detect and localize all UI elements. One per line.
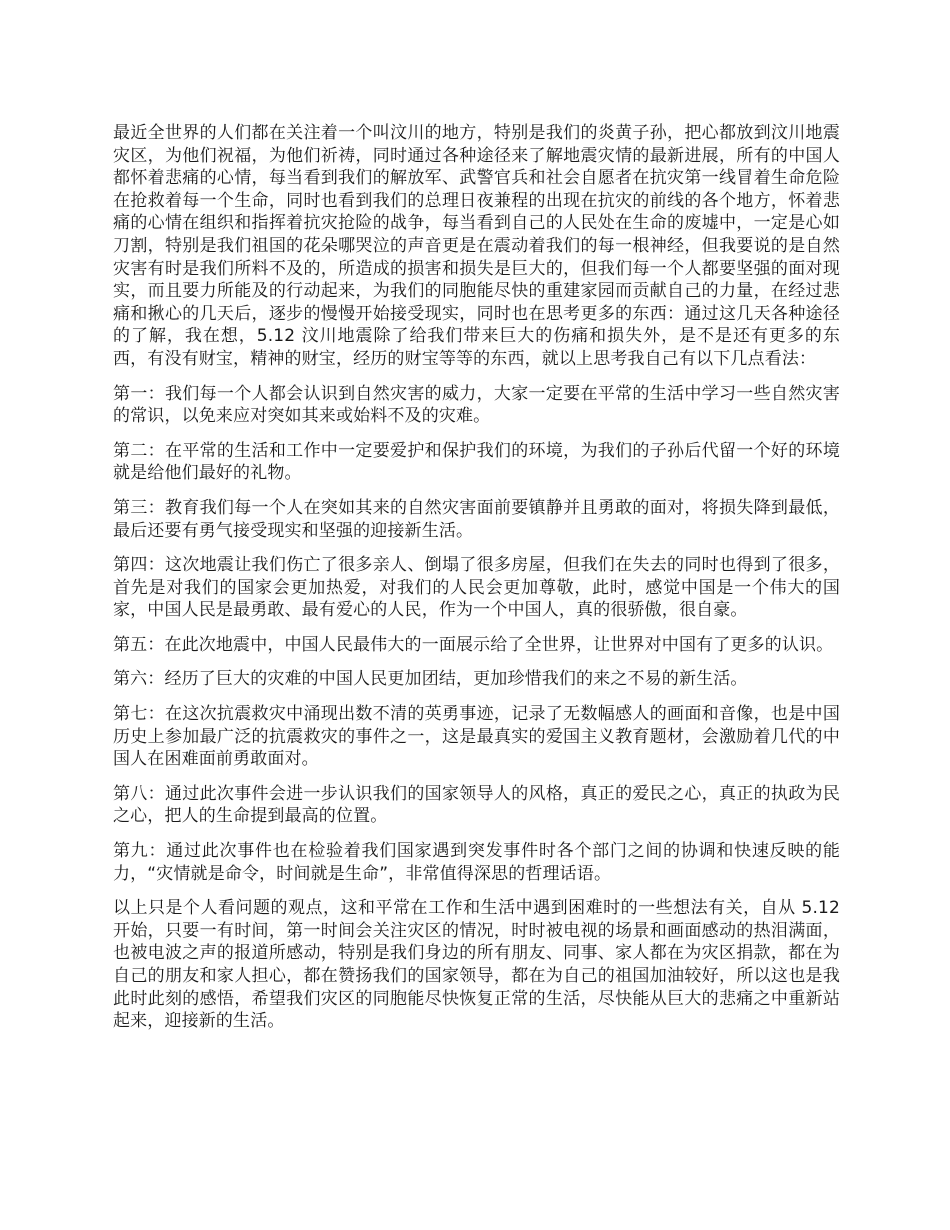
point-9-paragraph: 第九：通过此次事件也在检验着我们国家遇到突发事件时各个部门之间的协调和快速反映的能力，“灾情就是命令，时间就是生命”，非常值得深思的哲理话语。 — [113, 841, 840, 884]
closing-paragraph: 以上只是个人看问题的观点，这和平常在工作和生活中遇到困难时的一些想法有关，自从 5.12 开始，只要一有时间，第一时间会关注灾区的情况，时时被电视的场景和画面感动的热泪满面，也被电波之声的报道所感动，特别是我们身边的所有朋友、同事、家人都在为灾区捐款，都在为自己的朋友和家人担心，都在赞扬我们的国家领导，都在为自己的祖国加油较好，所以这也是我此时此刻的感悟，希望我们灾区的同胞能尽快恢复正常的生活，尽快能从巨大的悲痛之中重新站起来，迎接新的生活。 — [113, 898, 840, 1032]
point-3-paragraph: 第三：教育我们每一个人在突如其来的自然灾害面前要镇静并且勇敢的面对，将损失降到最低，最后还要有勇气接受现实和坚强的迎接新生活。 — [113, 497, 840, 541]
point-4-paragraph: 第四：这次地震让我们伤亡了很多亲人、倒塌了很多房屋，但我们在失去的同时也得到了很多，首先是对我们的国家会更加热爱，对我们的人民会更加尊敬，此时，感觉中国是一个伟大的国家，中国人民是最勇敢、最有爱心的人民，作为一个中国人，真的很骄傲，很自豪。 — [113, 555, 840, 621]
document-body — [113, 122, 840, 1045]
point-1-paragraph: 第一：我们每一个人都会认识到自然灾害的威力，大家一定要在平常的生活中学习一些自然灾害的常识，以免来应对突如其来或始料不及的灾难。 — [113, 383, 840, 427]
point-8-paragraph: 第八：通过此次事件会进一步认识我们的国家领导人的风格，真正的爱民之心，真正的执政为民之心，把人的生命提到最高的位置。 — [113, 783, 840, 827]
point-5-paragraph: 第五：在此次地震中，中国人民最伟大的一面展示给了全世界，让世界对中国有了更多的认识。 — [113, 634, 834, 655]
point-7-paragraph: 第七：在这次抗震救灾中涌现出数不清的英勇事迹，记录了无数幅感人的画面和音像，也是中国历史上参加最广泛的抗震救灾的事件之一，这是最真实的爱国主义教育题材，会激励着几代的中国人在困难面前勇敢面对。 — [113, 704, 840, 770]
intro-paragraph: 最近全世界的人们都在关注着一个叫汶川的地方，特别是我们的炎黄子孙，把心都放到汶川地震灾区，为他们祝福，为他们祈祷，同时通过各种途径来了解地震灾情的最新进展，所有的中国人都怀着悲痛的心情，每当看到我们的解放军、武警官兵和社会自愿者在抗灾第一线冒着生命危险在抢救着每一个生命，同时也看到我们的总理日夜兼程的出现在抗灾的前线的各个地方，怀着悲痛的心情在组织和指挥着抗灾抢险的战争，每当看到自己的人民处在生命的废墟中，一定是心如刀割，特别是我们祖国的花朵哪哭泣的声音更是在震动着我们的每一根神经，但我要说的是自然灾害有时是我们所料不及的，所造成的损害和损失是巨大的，但我们每一个人都要坚强的面对现实，而且要力所能及的行动起来，为我们的同胞能尽快的重建家园而贡献自己的力量，在经过悲痛和揪心的几天后，逐步的慢慢开始接受现实，同时也在思考更多的东西：通过这几天各种途径的了解，我在想，5.12 汶川地震除了给我们带来巨大的伤痛和损失外，是不是还有更多的东西，有没有财宝，精神的财宝，经历的财宝等等的东西，就以上思考我自己有以下几点看法： — [113, 123, 840, 369]
point-6-paragraph: 第六：经历了巨大的灾难的中国人民更加团结，更加珍惜我们的来之不易的新生活。 — [113, 669, 748, 690]
point-2-paragraph: 第二：在平常的生活和工作中一定要爱护和保护我们的环境，为我们的子孙后代留一个好的环境就是给他们最好的礼物。 — [113, 440, 840, 484]
